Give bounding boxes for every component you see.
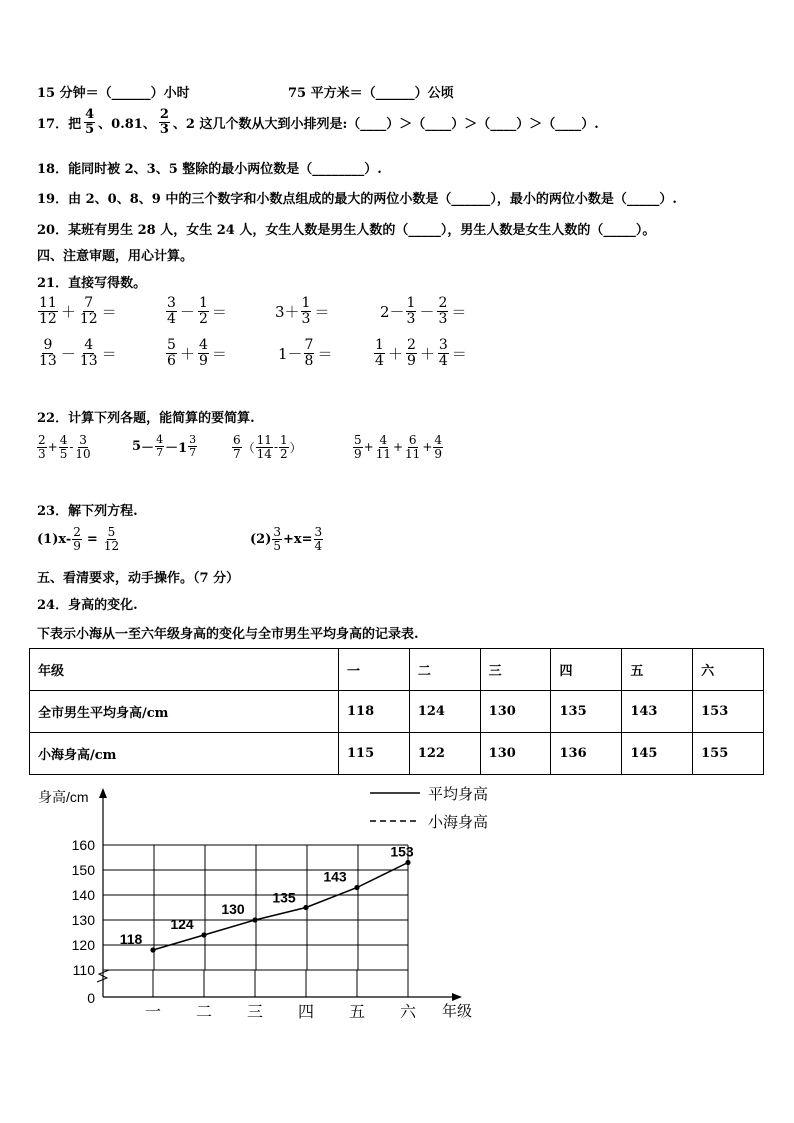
operator: － [179, 302, 195, 321]
operator: - [69, 440, 74, 455]
q21-expr-7 [278, 338, 334, 368]
operator: + [422, 440, 433, 455]
frac [38, 296, 58, 326]
frac [79, 296, 99, 326]
q15-left: 15 分钟＝（ [37, 86, 112, 101]
frac-numerator: 2 [406, 337, 416, 353]
q17-num: 17． [37, 116, 69, 132]
frac-denominator: 3 [38, 446, 46, 461]
operator: - [273, 440, 278, 455]
x-tick-label: 二 [195, 1004, 213, 1021]
operator: － [60, 344, 76, 363]
q15-line [37, 82, 190, 101]
q24-heading: 24．身高的变化. [37, 598, 138, 613]
q22-expr-2 [132, 434, 198, 458]
frac [37, 434, 47, 460]
equals: ＝ [317, 344, 333, 363]
whole-part: 1－ [278, 344, 303, 363]
q16-line [288, 82, 454, 101]
frac-denominator: 11 [405, 446, 421, 461]
table-cell: 年级 [30, 649, 339, 691]
frac-denominator: 7 [156, 445, 164, 459]
frac [79, 338, 99, 368]
frac-denominator: 4 [375, 352, 384, 369]
frac [279, 434, 289, 460]
frac-numerator: 1 [198, 295, 208, 311]
whole-part: 3＋ [275, 302, 300, 321]
q23-eq-2 [250, 526, 324, 552]
equals: ＝ [211, 344, 227, 363]
operator: ＋ [419, 344, 435, 363]
q23-eq-1 [37, 526, 121, 552]
table-cell: 136 [551, 733, 622, 775]
q22-expr-3 [231, 434, 302, 460]
table-cell: 四 [551, 649, 622, 691]
q17-line [37, 108, 599, 136]
frac [375, 434, 392, 460]
frac [198, 296, 209, 326]
frac [188, 434, 197, 458]
table-cell: 135 [551, 691, 622, 733]
data-point [150, 947, 155, 952]
height-record-table [29, 648, 764, 775]
frac [155, 434, 164, 458]
data-label: 124 [170, 916, 194, 932]
operator: － [141, 440, 155, 456]
frac-numerator: 5 [167, 337, 176, 353]
frac [437, 296, 448, 326]
frac-denominator: 10 [75, 446, 91, 461]
frac-denominator: 8 [304, 352, 314, 369]
q17-mid: 、0.81、 [98, 116, 156, 132]
q21-expr-5 [37, 338, 119, 368]
y-tick-label: 110 [72, 962, 95, 978]
frac [353, 434, 363, 460]
data-label: 135 [272, 889, 296, 906]
section-5-heading: 五、看清要求，动手操作。（7 分） [37, 571, 240, 586]
frac-denominator: 12 [39, 310, 57, 327]
q15-right: ）小时 [150, 86, 190, 101]
data-point [201, 932, 206, 937]
frac [59, 434, 69, 460]
q21-expr-6 [165, 338, 229, 368]
frac-denominator: 14 [256, 446, 272, 461]
frac-numerator: 3 [79, 433, 87, 447]
x-axis-label: 年级 [442, 1003, 473, 1020]
q22-expr-1 [36, 434, 93, 460]
frac-denominator: 2 [280, 446, 288, 461]
chart-marks [120, 844, 414, 953]
q21-expr-8 [373, 338, 469, 368]
frac [103, 526, 120, 552]
frac-numerator: 4 [84, 337, 94, 353]
operator: + [47, 440, 58, 455]
y-tick-label: 120 [71, 937, 95, 953]
eq-label: (1)x- [37, 531, 72, 547]
frac-denominator: 12 [103, 538, 120, 553]
q16-right: ）公顷 [414, 86, 454, 101]
equals: ＝ [101, 302, 117, 321]
frac-denominator: 9 [406, 352, 416, 369]
frac [406, 338, 417, 368]
frac [166, 296, 177, 326]
y-axis-arrow [99, 788, 107, 798]
table-cell: 143 [622, 691, 693, 733]
frac-numerator: 6 [408, 433, 417, 447]
table-cell: 118 [339, 691, 410, 733]
equals: ＝ [101, 344, 117, 363]
equals: = [86, 531, 98, 547]
frac-denominator: 4 [314, 538, 323, 553]
frac-denominator: 13 [79, 352, 98, 369]
q17-pre: 把 [68, 116, 82, 132]
frac-numerator: 4 [85, 107, 95, 122]
data-point [303, 905, 308, 910]
equals: ＝ [314, 302, 330, 321]
frac-denominator: 9 [198, 352, 208, 369]
q16-left: 75 平方米＝（ [288, 86, 376, 101]
height-line-chart [0, 780, 520, 1030]
frac-numerator: 1 [406, 295, 416, 311]
q23-heading: 23．解下列方程. [37, 504, 138, 519]
frac [406, 296, 417, 326]
frac [404, 434, 421, 460]
table-row [30, 733, 764, 775]
frac-numerator: 5 [107, 525, 116, 539]
frac-numerator: 3 [273, 525, 281, 539]
y-tick-label: 130 [71, 912, 95, 928]
legend-label-average: 平均身高 [428, 786, 489, 803]
frac-numerator: 2 [438, 295, 448, 311]
table-cell: 全市男生平均身高/cm [30, 691, 339, 733]
equals: ＝ [451, 344, 467, 363]
frac-numerator: 7 [304, 337, 314, 353]
frac-numerator: 1 [280, 433, 288, 447]
x-axis-arrow [452, 993, 462, 1001]
data-label: 143 [323, 868, 347, 885]
q21-heading: 21．直接写得数。 [37, 276, 147, 291]
frac-denominator: 9 [73, 538, 81, 553]
q21-expr-2 [165, 296, 229, 326]
whole-part: 5 [132, 438, 142, 454]
q21-expr-3 [275, 296, 331, 326]
frac-numerator: 3 [167, 295, 176, 311]
q22-heading: 22．计算下列各题，能简算的要简算. [37, 411, 255, 426]
x-tick-label: 四 [297, 1004, 315, 1021]
chart-grid [72, 837, 408, 997]
frac-denominator: 5 [273, 538, 281, 553]
frac-numerator: 4 [434, 433, 443, 447]
frac [438, 338, 449, 368]
eq-label: (2) [250, 531, 272, 547]
frac [304, 338, 315, 368]
table-cell: 五 [622, 649, 693, 691]
operator: －1 [165, 440, 188, 456]
whole-part: 2－ [380, 302, 405, 321]
x-tick-label: 五 [348, 1004, 366, 1021]
q22-expr-4 [352, 434, 444, 460]
y-tick-label: 140 [71, 887, 95, 903]
table-cell: 124 [409, 691, 480, 733]
frac-numerator: 4 [156, 433, 164, 446]
operator: ＋ [60, 302, 76, 321]
frac-denominator: 13 [39, 352, 57, 369]
operator: ＋ [387, 344, 403, 363]
eq-mid: +x= [283, 531, 313, 547]
frac [314, 526, 324, 552]
frac [38, 338, 58, 368]
q24-intro: 下表示小海从一至六年级身高的变化与全市男生平均身高的记录表. [37, 627, 419, 642]
frac-numerator: 1 [301, 295, 311, 311]
frac-denominator: 9 [434, 446, 443, 461]
table-cell: 一 [339, 649, 410, 691]
x-tick-label: 一 [144, 1004, 162, 1021]
frac-numerator: 11 [256, 433, 272, 447]
equals: ＝ [211, 302, 227, 321]
frac-denominator: 4 [167, 310, 176, 327]
frac-denominator: 9 [354, 446, 362, 461]
data-label: 118 [119, 931, 143, 947]
frac-denominator: 11 [375, 446, 391, 461]
frac-numerator: 9 [43, 337, 53, 353]
frac-numerator: 1 [375, 337, 384, 353]
table-cell: 三 [480, 649, 551, 691]
frac-numerator: 11 [39, 295, 57, 311]
frac-numerator: 2 [73, 525, 81, 539]
q21-expr-1 [37, 296, 119, 326]
frac-numerator: 6 [233, 433, 241, 447]
q19-line: 19．由 2、0、8、9 中的三个数字和小数点组成的最大的两位小数是（______），最小的两位小数是（_____）. [37, 192, 677, 207]
table-cell: 122 [409, 733, 480, 775]
q16-blank[interactable]: ______ [375, 86, 415, 101]
paren-close: ） [289, 440, 302, 455]
frac-denominator: 3 [301, 310, 311, 327]
equals: ＝ [451, 302, 467, 321]
frac-numerator: 2 [38, 433, 46, 447]
frac-numerator: 4 [379, 433, 388, 447]
x-tick-label: 六 [399, 1004, 417, 1021]
legend-label-xiaohai: 小海身高 [428, 814, 489, 831]
frac-numerator: 7 [84, 295, 94, 311]
frac [198, 338, 209, 368]
operator: － [419, 302, 435, 321]
y-axis-label: 身高/cm [38, 789, 89, 805]
data-point [252, 917, 257, 922]
frac-numerator: 3 [189, 433, 197, 446]
table-cell: 130 [480, 733, 551, 775]
data-label: 130 [221, 901, 245, 917]
frac-numerator: 3 [438, 337, 448, 353]
y-tick-label: 150 [71, 862, 95, 878]
q15-blank[interactable]: ______ [111, 86, 151, 101]
q17-frac1 [84, 108, 95, 136]
table-cell: 115 [339, 733, 410, 775]
frac [232, 434, 242, 460]
frac-denominator: 5 [59, 446, 68, 461]
paren-open: （ [242, 440, 255, 455]
table-cell: 145 [622, 733, 693, 775]
operator: + [392, 440, 404, 455]
table-cell: 六 [693, 649, 764, 691]
frac [256, 434, 273, 460]
frac-numerator: 5 [354, 433, 362, 447]
frac [272, 526, 282, 552]
frac-denominator: 5 [85, 121, 95, 137]
frac-denominator: 3 [159, 121, 169, 137]
section-4-heading: 四、注意审题，用心计算。 [37, 249, 194, 264]
data-point [354, 885, 359, 890]
frac [433, 434, 443, 460]
frac-numerator: 4 [198, 337, 208, 353]
frac [301, 296, 312, 326]
frac-denominator: 7 [233, 446, 241, 461]
operator: ＋ [179, 344, 195, 363]
operator: + [363, 440, 374, 455]
frac-denominator: 3 [438, 310, 448, 327]
series-line-average [153, 863, 408, 951]
frac [72, 526, 82, 552]
frac-numerator: 2 [159, 107, 169, 122]
table-cell: 155 [693, 733, 764, 775]
frac-numerator: 3 [314, 525, 323, 539]
table-header-row [30, 649, 764, 691]
frac [166, 338, 177, 368]
frac-denominator: 2 [198, 310, 208, 327]
frac-denominator: 3 [406, 310, 416, 327]
frac-denominator: 12 [79, 310, 98, 327]
data-label: 153 [390, 843, 414, 860]
y-tick-label: 0 [87, 990, 95, 1006]
q17-frac2 [159, 108, 170, 136]
frac-numerator: 4 [59, 433, 68, 447]
frac-denominator: 7 [189, 445, 197, 459]
table-cell: 二 [409, 649, 480, 691]
q17-post: 、2 这几个数从大到小排列是:（____）＞（____）＞（____）＞（____）. [172, 116, 599, 132]
q21-expr-4 [380, 296, 468, 326]
frac-denominator: 4 [438, 352, 448, 369]
q18-line: 18．能同时被 2、3、5 整除的最小两位数是（________）. [37, 162, 382, 177]
table-row [30, 691, 764, 733]
x-tick-label: 三 [246, 1004, 264, 1021]
table-cell: 小海身高/cm [30, 733, 339, 775]
frac [374, 338, 385, 368]
frac [74, 434, 91, 460]
table-cell: 153 [693, 691, 764, 733]
data-point [405, 860, 410, 865]
frac-denominator: 6 [167, 352, 176, 369]
q20-line: 20．某班有男生 28 人，女生 24 人，女生人数是男生人数的（_____），男生人数是女生人数的（_____）。 [37, 223, 656, 238]
table-cell: 130 [480, 691, 551, 733]
y-tick-label: 160 [71, 837, 95, 853]
